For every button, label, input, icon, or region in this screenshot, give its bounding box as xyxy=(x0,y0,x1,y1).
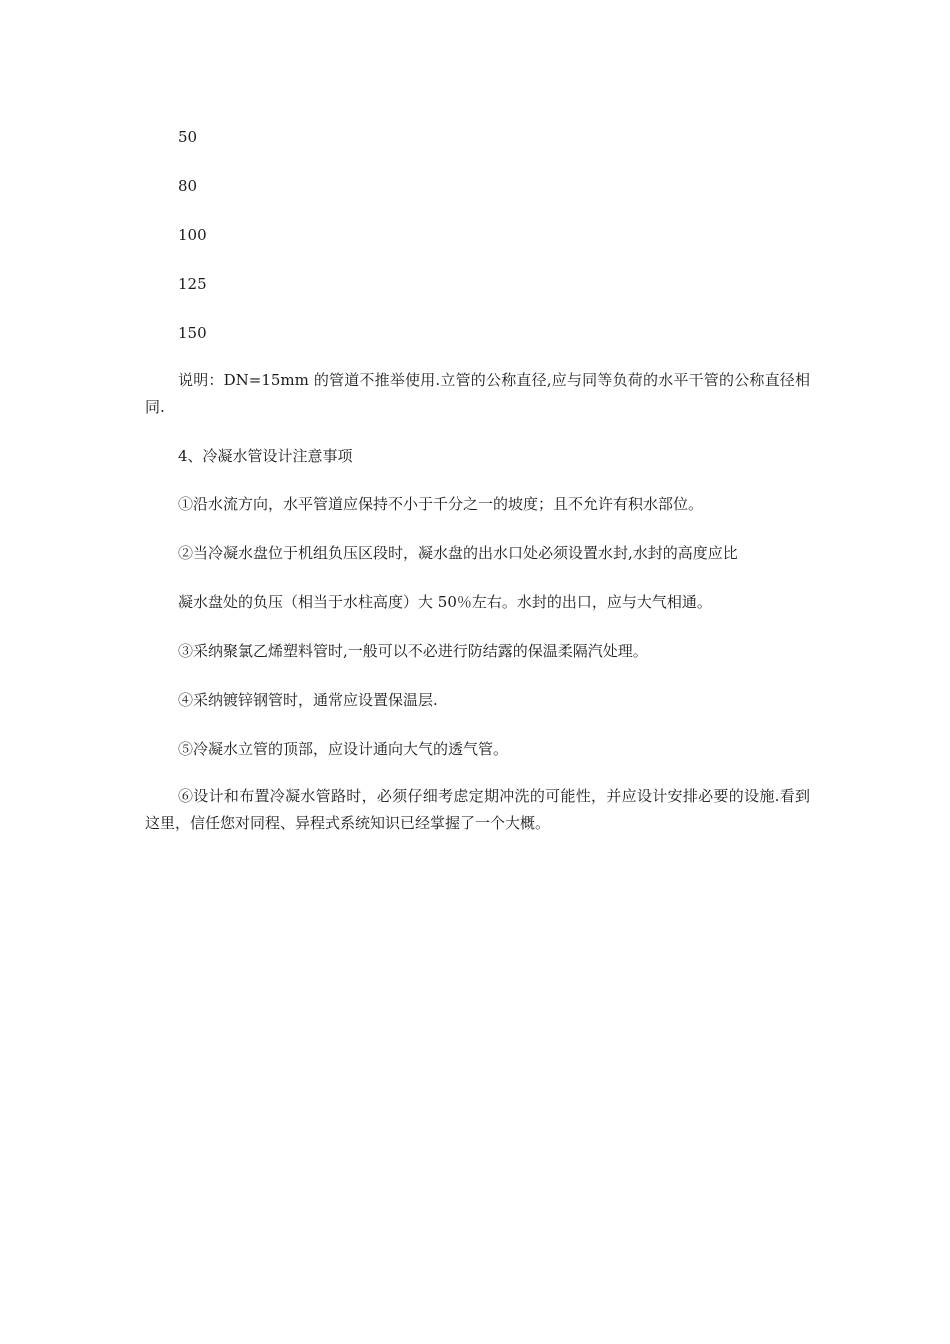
value-line: 100 xyxy=(178,226,207,244)
list-item: ②当冷凝水盘位于机组负压区段时，凝水盘的出水口处必须设置水封,水封的高度应比 xyxy=(178,544,738,562)
list-item: ④采纳镀锌钢管时，通常应设置保温层. xyxy=(178,691,438,709)
value-line: 150 xyxy=(178,324,207,342)
section-heading: 4、冷凝水管设计注意事项 xyxy=(178,447,353,465)
list-item: 凝水盘处的负压（相当于水柱高度）大 50％左右。水封的出口，应与大气相通。 xyxy=(178,593,712,611)
final-paragraph: ⑥设计和布置冷凝水管路时，必须仔细考虑定期冲洗的可能性，并应设计安排必要的设施.看到这里，信任您对同程、异程式系统知识已经掌握了一个大概。 xyxy=(145,787,810,832)
value-line: 50 xyxy=(178,128,198,146)
list-item: ③采纳聚氯乙烯塑料管时,一般可以不必进行防结露的保温柔隔汽处理。 xyxy=(178,642,648,660)
value-line: 125 xyxy=(178,275,207,293)
value-line: 80 xyxy=(178,177,198,195)
list-item: ⑤冷凝水立管的顶部，应设计通向大气的透气管。 xyxy=(178,740,509,758)
note-paragraph: 说明：DN=15mm 的管道不推举使用.立管的公称直径,应与同等负荷的水平干管的公称直径相同. xyxy=(145,371,810,416)
list-item: ①沿水流方向，水平管道应保持不小于千分之一的坡度；且不允许有积水部位。 xyxy=(178,495,704,513)
